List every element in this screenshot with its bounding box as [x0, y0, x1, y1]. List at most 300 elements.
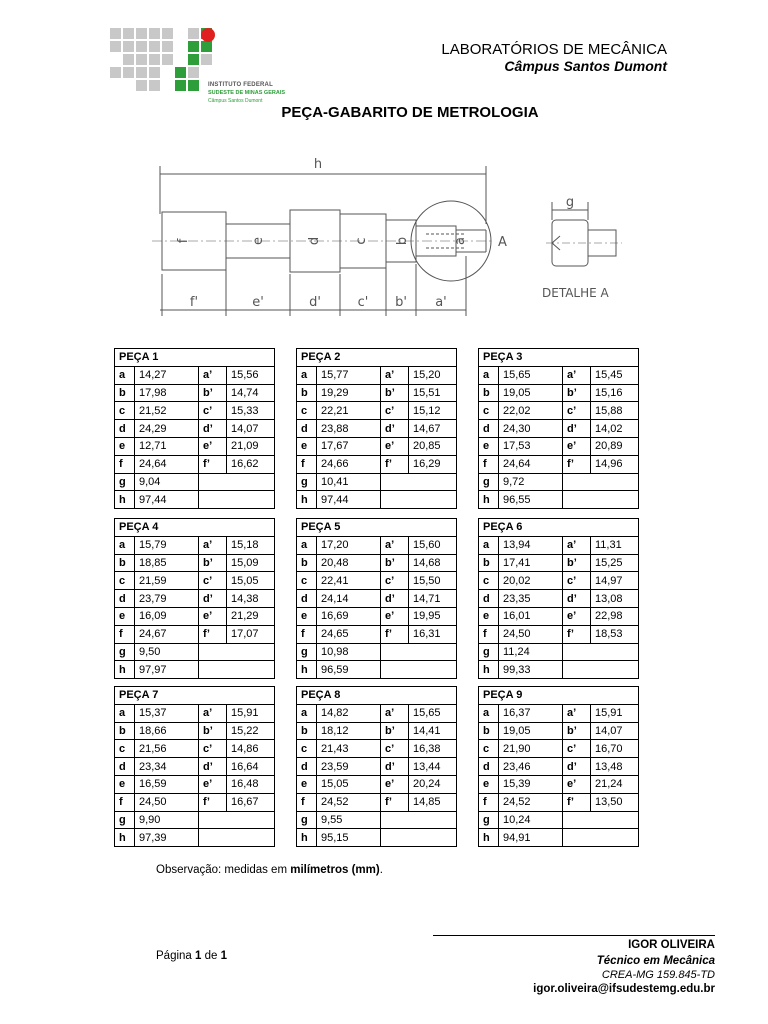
table-row — [115, 740, 275, 758]
dimension-value: 21,43 — [317, 740, 381, 758]
dimension-value-prime: 14,41 — [409, 722, 457, 740]
dimension-value: 24,50 — [135, 793, 199, 811]
dimension-value: 11,24 — [499, 643, 563, 661]
dimension-value-prime: 22,98 — [591, 607, 639, 625]
table-row — [115, 554, 275, 572]
dimension-value: 15,05 — [317, 775, 381, 793]
dimension-value: 16,09 — [135, 607, 199, 625]
piece-title: PEÇA 7 — [115, 687, 275, 705]
dimension-label: c — [115, 572, 135, 590]
dimension-label-prime: d’ — [563, 420, 591, 438]
dimension-value: 24,66 — [317, 455, 381, 473]
dimension-value: 10,98 — [317, 643, 381, 661]
dimension-value-prime: 15,25 — [591, 554, 639, 572]
table-row — [297, 722, 457, 740]
section-marker-a: A — [498, 235, 507, 250]
dimension-label: e — [115, 437, 135, 455]
logo-square — [188, 80, 199, 91]
dimension-value: 97,44 — [135, 491, 199, 509]
dim-label-c: c — [354, 237, 369, 245]
dimension-value: 15,37 — [135, 704, 199, 722]
dimension-label: f — [479, 793, 499, 811]
dimension-label: g — [115, 473, 135, 491]
piece-table — [478, 348, 639, 509]
table-row — [297, 572, 457, 590]
piece-title: PEÇA 6 — [479, 519, 639, 537]
dim-label-a-prime: a' — [435, 295, 447, 310]
dimension-value: 17,41 — [499, 554, 563, 572]
dimension-value: 24,52 — [317, 793, 381, 811]
table-row — [297, 704, 457, 722]
dimension-label-prime: f’ — [563, 455, 591, 473]
dimension-value: 14,27 — [135, 366, 199, 384]
dimension-value-prime: 16,38 — [409, 740, 457, 758]
logo-square — [136, 41, 147, 52]
dimension-label: c — [479, 740, 499, 758]
dimension-label-prime: e’ — [199, 775, 227, 793]
dimension-label: c — [479, 402, 499, 420]
page-middle: de — [201, 950, 221, 962]
dimension-value: 99,33 — [499, 661, 563, 679]
dimension-label-prime: a’ — [381, 704, 409, 722]
dimension-label: d — [479, 590, 499, 608]
table-row — [479, 536, 639, 554]
table-row — [297, 437, 457, 455]
table-row — [115, 420, 275, 438]
logo-square — [162, 28, 173, 39]
dimension-label: g — [297, 473, 317, 491]
empty-cell — [563, 811, 639, 829]
dimension-label: h — [297, 829, 317, 847]
piece-table — [114, 348, 275, 509]
campus-subtitle: Câmpus Santos Dumont — [504, 58, 667, 74]
dimension-label: d — [479, 420, 499, 438]
dimension-label: h — [115, 491, 135, 509]
dimension-label: e — [297, 607, 317, 625]
dimension-label-prime: e’ — [199, 437, 227, 455]
dimension-value: 21,59 — [135, 572, 199, 590]
logo-square — [149, 54, 160, 65]
dimension-label: a — [297, 704, 317, 722]
logo-square — [188, 67, 199, 78]
observation-unit: milímetros (mm) — [290, 864, 380, 876]
dimension-value-prime: 21,29 — [227, 607, 275, 625]
dimension-value-prime: 15,65 — [409, 704, 457, 722]
dimension-label: f — [115, 793, 135, 811]
dimension-label-prime: f’ — [381, 625, 409, 643]
dimension-label-prime: f’ — [563, 625, 591, 643]
logo-square — [149, 80, 160, 91]
dimension-label-prime: f’ — [199, 625, 227, 643]
dimension-value-prime: 15,91 — [227, 704, 275, 722]
table-row — [479, 437, 639, 455]
dimension-value: 19,29 — [317, 384, 381, 402]
table-row — [297, 455, 457, 473]
dimension-label: g — [297, 643, 317, 661]
dimension-label: c — [479, 572, 499, 590]
dimension-value: 23,88 — [317, 420, 381, 438]
dimension-value-prime: 15,51 — [409, 384, 457, 402]
dimension-value-prime: 14,07 — [591, 722, 639, 740]
dimension-value-prime: 16,64 — [227, 758, 275, 776]
empty-cell — [381, 473, 457, 491]
table-row — [115, 793, 275, 811]
signature-line — [433, 935, 715, 936]
dimension-label-prime: c’ — [563, 572, 591, 590]
empty-cell — [199, 643, 275, 661]
logo-square — [149, 41, 160, 52]
dimension-value: 14,82 — [317, 704, 381, 722]
dimension-value-prime: 14,74 — [227, 384, 275, 402]
piece-table — [296, 348, 457, 509]
dimension-label: f — [115, 455, 135, 473]
dimension-value: 20,02 — [499, 572, 563, 590]
dimension-value-prime: 15,50 — [409, 572, 457, 590]
dimension-value-prime: 14,02 — [591, 420, 639, 438]
dimension-value: 17,67 — [317, 437, 381, 455]
logo-square — [162, 54, 173, 65]
dimension-value: 23,46 — [499, 758, 563, 776]
dimension-label-prime: c’ — [199, 740, 227, 758]
table-row — [297, 661, 457, 679]
dimension-value: 10,41 — [317, 473, 381, 491]
logo-square — [136, 67, 147, 78]
dimension-value-prime: 13,50 — [591, 793, 639, 811]
dimension-label: g — [479, 811, 499, 829]
dimension-value: 21,56 — [135, 740, 199, 758]
table-row — [115, 811, 275, 829]
dimension-label-prime: f’ — [199, 793, 227, 811]
dimension-value-prime: 18,53 — [591, 625, 639, 643]
dimension-label-prime: b’ — [563, 554, 591, 572]
dimension-value-prime: 15,88 — [591, 402, 639, 420]
dimension-value-prime: 14,38 — [227, 590, 275, 608]
dimension-value: 24,64 — [499, 455, 563, 473]
dimension-label: a — [115, 366, 135, 384]
dimension-value-prime: 16,48 — [227, 775, 275, 793]
table-row — [479, 758, 639, 776]
dimension-label: d — [115, 590, 135, 608]
table-row — [297, 402, 457, 420]
table-row — [479, 775, 639, 793]
table-row — [297, 590, 457, 608]
table-row — [297, 491, 457, 509]
dimension-label-prime: e’ — [381, 437, 409, 455]
dimension-value: 24,67 — [135, 625, 199, 643]
table-row — [479, 420, 639, 438]
dim-label-f-prime: f' — [189, 295, 199, 310]
dimension-value: 97,97 — [135, 661, 199, 679]
table-row — [115, 661, 275, 679]
dimension-value-prime: 15,20 — [409, 366, 457, 384]
dimension-label-prime: d’ — [381, 590, 409, 608]
dimension-label-prime: a’ — [199, 704, 227, 722]
dimension-value-prime: 17,07 — [227, 625, 275, 643]
piece-table — [114, 686, 275, 847]
dimension-label: h — [297, 661, 317, 679]
dimension-label: a — [115, 536, 135, 554]
dimension-label-prime: b’ — [381, 722, 409, 740]
dimension-value: 19,05 — [499, 722, 563, 740]
dimension-label-prime: a’ — [563, 536, 591, 554]
table-row — [115, 722, 275, 740]
dimension-label: a — [479, 366, 499, 384]
dimension-label-prime: e’ — [563, 607, 591, 625]
dimension-label-prime: b’ — [563, 722, 591, 740]
dimension-label: d — [479, 758, 499, 776]
empty-cell — [199, 661, 275, 679]
dim-label-f: f — [176, 238, 191, 244]
table-row — [115, 455, 275, 473]
dimension-label: e — [115, 607, 135, 625]
dimension-value: 12,71 — [135, 437, 199, 455]
dimension-value: 17,20 — [317, 536, 381, 554]
piece-table — [114, 518, 275, 679]
dimension-value: 15,79 — [135, 536, 199, 554]
logo-square — [188, 54, 199, 65]
dimension-value: 23,35 — [499, 590, 563, 608]
dimension-label-prime: d’ — [199, 590, 227, 608]
dimension-value-prime: 15,12 — [409, 402, 457, 420]
dim-label-d: d — [307, 236, 322, 246]
dimension-value-prime: 15,56 — [227, 366, 275, 384]
dimension-label-prime: e’ — [563, 775, 591, 793]
table-row — [479, 491, 639, 509]
logo-square — [110, 41, 121, 52]
dimension-label: d — [297, 590, 317, 608]
signature-role: Técnico em Mecânica — [596, 955, 715, 967]
table-row — [297, 829, 457, 847]
piece-title: PEÇA 1 — [115, 349, 275, 367]
logo-square — [136, 54, 147, 65]
dimension-label: e — [479, 607, 499, 625]
signature-email[interactable]: igor.oliveira@ifsudestemg.edu.br — [533, 983, 715, 995]
dim-label-e-prime: e' — [252, 295, 264, 310]
dimension-value: 23,59 — [317, 758, 381, 776]
logo-square — [188, 41, 199, 52]
table-row — [115, 491, 275, 509]
logo-square — [110, 67, 121, 78]
table-row — [115, 829, 275, 847]
dimension-value: 97,39 — [135, 829, 199, 847]
logo-square — [123, 54, 134, 65]
dimension-value: 24,30 — [499, 420, 563, 438]
empty-cell — [381, 811, 457, 829]
dimension-label-prime: a’ — [381, 536, 409, 554]
dim-label-e: e — [251, 237, 266, 245]
technical-drawing — [148, 144, 638, 324]
dimension-label: h — [297, 491, 317, 509]
dimension-value-prime: 15,60 — [409, 536, 457, 554]
dimension-value: 15,65 — [499, 366, 563, 384]
dimension-value: 10,24 — [499, 811, 563, 829]
dimension-value-prime: 15,45 — [591, 366, 639, 384]
signature-registration: CREA-MG 159.845-TD — [601, 969, 715, 981]
detail-caption: DETALHE A — [542, 286, 609, 300]
dimension-value: 96,59 — [317, 661, 381, 679]
logo-square — [175, 80, 186, 91]
dimension-label: d — [115, 758, 135, 776]
table-row — [115, 572, 275, 590]
empty-cell — [381, 491, 457, 509]
observation-prefix: Observação: medidas em — [156, 864, 291, 876]
page-current: 1 — [195, 950, 202, 962]
dimension-label: a — [297, 536, 317, 554]
table-row — [297, 643, 457, 661]
table-row — [479, 607, 639, 625]
logo-square — [188, 28, 199, 39]
empty-cell — [381, 661, 457, 679]
piece-title: PEÇA 2 — [297, 349, 457, 367]
piece-title: PEÇA 4 — [115, 519, 275, 537]
dimension-value: 16,69 — [317, 607, 381, 625]
logo-text-campus: Câmpus Santos Dumont — [208, 98, 263, 104]
dimension-value: 22,41 — [317, 572, 381, 590]
dimension-label-prime: d’ — [381, 420, 409, 438]
dimension-label: g — [297, 811, 317, 829]
table-row — [297, 625, 457, 643]
empty-cell — [563, 643, 639, 661]
dimension-value: 94,91 — [499, 829, 563, 847]
dimension-label: b — [115, 384, 135, 402]
logo-text-region: SUDESTE DE MINAS GERAIS — [208, 90, 286, 96]
empty-cell — [199, 829, 275, 847]
dimension-label: h — [115, 661, 135, 679]
dimension-label: e — [297, 437, 317, 455]
signature-name: IGOR OLIVEIRA — [628, 939, 715, 951]
dimension-label: b — [297, 722, 317, 740]
dimension-value-prime: 16,67 — [227, 793, 275, 811]
dimension-label: b — [115, 554, 135, 572]
table-row — [297, 793, 457, 811]
dimension-label: f — [297, 793, 317, 811]
dimension-label-prime: f’ — [199, 455, 227, 473]
dimension-value: 18,66 — [135, 722, 199, 740]
dimension-label: d — [115, 420, 135, 438]
piece-title: PEÇA 3 — [479, 349, 639, 367]
table-row — [115, 607, 275, 625]
dimension-label-prime: a’ — [199, 536, 227, 554]
piece-table — [478, 686, 639, 847]
page-number — [156, 950, 227, 962]
piece-table — [478, 518, 639, 679]
table-row — [479, 661, 639, 679]
dimension-label-prime: e’ — [381, 607, 409, 625]
logo-square — [162, 41, 173, 52]
dimension-value: 24,50 — [499, 625, 563, 643]
dimension-label-prime: c’ — [563, 740, 591, 758]
logo-square — [110, 28, 121, 39]
table-row — [115, 643, 275, 661]
dimension-value: 24,65 — [317, 625, 381, 643]
table-row — [115, 473, 275, 491]
empty-cell — [381, 829, 457, 847]
table-row — [479, 455, 639, 473]
dim-label-a: a — [453, 237, 468, 245]
table-row — [115, 704, 275, 722]
dimension-label-prime: f’ — [563, 793, 591, 811]
dimension-label: e — [115, 775, 135, 793]
dimension-label-prime: b’ — [381, 384, 409, 402]
dimension-value-prime: 19,95 — [409, 607, 457, 625]
dimension-value: 24,14 — [317, 590, 381, 608]
dimension-value-prime: 15,33 — [227, 402, 275, 420]
dimension-value: 23,79 — [135, 590, 199, 608]
dimension-label: g — [479, 473, 499, 491]
table-row — [297, 775, 457, 793]
table-row — [297, 811, 457, 829]
dimension-value-prime: 14,67 — [409, 420, 457, 438]
dimension-label: a — [479, 536, 499, 554]
dimension-label: f — [479, 625, 499, 643]
empty-cell — [563, 491, 639, 509]
dimension-label-prime: c’ — [381, 740, 409, 758]
dimension-label-prime: b’ — [199, 722, 227, 740]
dimension-label: a — [297, 366, 317, 384]
dimension-label-prime: c’ — [381, 402, 409, 420]
dimension-value: 16,01 — [499, 607, 563, 625]
dim-label-b: b — [395, 236, 410, 246]
table-row — [479, 554, 639, 572]
dimension-label: c — [297, 740, 317, 758]
table-row — [115, 536, 275, 554]
table-row — [297, 536, 457, 554]
dimension-label: g — [479, 643, 499, 661]
dimension-value-prime: 13,48 — [591, 758, 639, 776]
dimension-value-prime: 14,86 — [227, 740, 275, 758]
table-row — [115, 625, 275, 643]
dimension-label-prime: f’ — [381, 793, 409, 811]
dimension-value-prime: 15,16 — [591, 384, 639, 402]
institution-logo — [110, 28, 330, 104]
dimension-label-prime: d’ — [199, 758, 227, 776]
table-row — [297, 384, 457, 402]
dimension-value: 9,04 — [135, 473, 199, 491]
empty-cell — [563, 473, 639, 491]
dimension-value-prime: 14,71 — [409, 590, 457, 608]
table-row — [479, 384, 639, 402]
dimension-value-prime: 14,07 — [227, 420, 275, 438]
logo-square — [136, 80, 147, 91]
dimension-value: 17,53 — [499, 437, 563, 455]
dimension-label-prime: e’ — [563, 437, 591, 455]
dimension-label: b — [297, 384, 317, 402]
logo-square — [201, 41, 212, 52]
empty-cell — [381, 643, 457, 661]
logo-text-institute: INSTITUTO FEDERAL — [208, 82, 273, 88]
dimension-value: 22,21 — [317, 402, 381, 420]
dimension-label: b — [479, 554, 499, 572]
empty-cell — [563, 661, 639, 679]
dimension-label-prime: a’ — [381, 366, 409, 384]
table-row — [479, 572, 639, 590]
dimension-value-prime: 15,22 — [227, 722, 275, 740]
dimension-value: 22,02 — [499, 402, 563, 420]
empty-cell — [563, 829, 639, 847]
dimension-label-prime: d’ — [381, 758, 409, 776]
dimension-value: 20,48 — [317, 554, 381, 572]
dimension-label-prime: a’ — [563, 366, 591, 384]
dimension-value: 97,44 — [317, 491, 381, 509]
dimension-value-prime: 16,70 — [591, 740, 639, 758]
table-row — [115, 758, 275, 776]
dimension-label-prime: d’ — [199, 420, 227, 438]
dim-label-h: h — [313, 157, 323, 172]
table-row — [479, 704, 639, 722]
dimension-value-prime: 20,85 — [409, 437, 457, 455]
dimension-label-prime: c’ — [199, 402, 227, 420]
table-row — [479, 590, 639, 608]
